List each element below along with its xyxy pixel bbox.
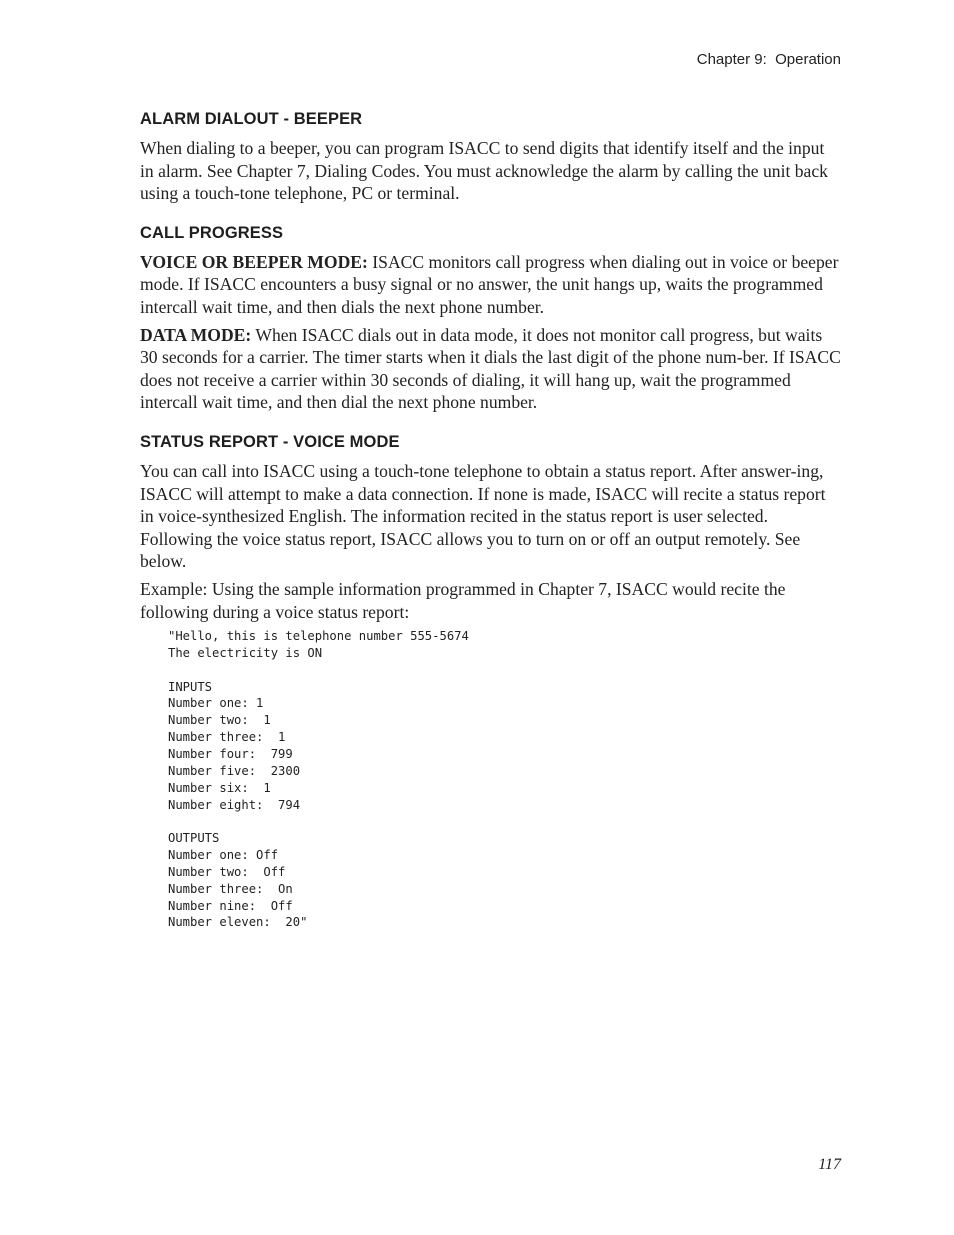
page-content — [140, 110, 842, 931]
paragraph-example-intro: Example: Using the sample information programmed in Chapter 7, ISACC would recite the following during a voice status report: — [140, 578, 786, 622]
running-head: Chapter 9: Operation — [696, 51, 841, 68]
paragraph-status-report: You can call into ISACC using a touch-tone telephone to obtain a status report. After answer-ing, ISACC will attempt to make a data connection. If none is made, ISACC will recite a status report in voice-synthesized English. The information recited in the status report is user selected. Following the voice status report, ISACC allows you to turn on or off an output remotely. See below. — [140, 460, 826, 572]
text-voice-beeper-mode: ISACC monitors call progress when dialing out in voice or beeper mode. If ISACC encounters a busy signal or no answer, the unit hangs up, waits the programmed intercall wait time, and then dials the next phone number. — [140, 251, 839, 317]
section-call-progress — [140, 224, 842, 414]
lead-voice-beeper-mode: VOICE OR BEEPER MODE: — [140, 251, 368, 272]
paragraph-alarm-dialout: When dialing to a beeper, you can program ISACC to send digits that identify itself and the input in alarm. See Chapter 7, Dialing Codes. You must acknowledge the alarm by calling the unit back using a touch-tone telephone, PC or terminal. — [140, 138, 828, 204]
paragraph-voice-beeper-mode — [140, 251, 842, 319]
heading-status-report: STATUS REPORT - VOICE MODE — [140, 432, 400, 451]
text-data-mode: When ISACC dials out in data mode, it does not monitor call progress, but waits 30 seconds for a carrier. The timer starts when it dials the last digit of the phone num-ber. If ISACC does not receive a carrier within 30 seconds of dialing, it will hang up, wait the programmed intercall wait time, and then dial the next phone number. — [140, 324, 841, 413]
paragraph-data-mode — [140, 324, 842, 414]
section-status-report — [140, 433, 842, 931]
section-alarm-dialout — [140, 110, 842, 205]
heading-alarm-dialout: ALARM DIALOUT - BEEPER — [140, 110, 363, 128]
status-report-example: "Hello, this is telephone number 555-5674 The electricity is ON INPUTS Number one: 1 Number two: 1 Number three: 1 Number four: 799 Number five: 2300 Number six: 1 Number eight: 794 OUTPUTS Number one: Off Number two: Off Number three: On Number nine: Off Number eleven: 20" — [168, 629, 469, 930]
page-number: 117 — [818, 1156, 841, 1173]
heading-call-progress: CALL PROGRESS — [140, 223, 284, 242]
lead-data-mode: DATA MODE: — [140, 324, 252, 345]
